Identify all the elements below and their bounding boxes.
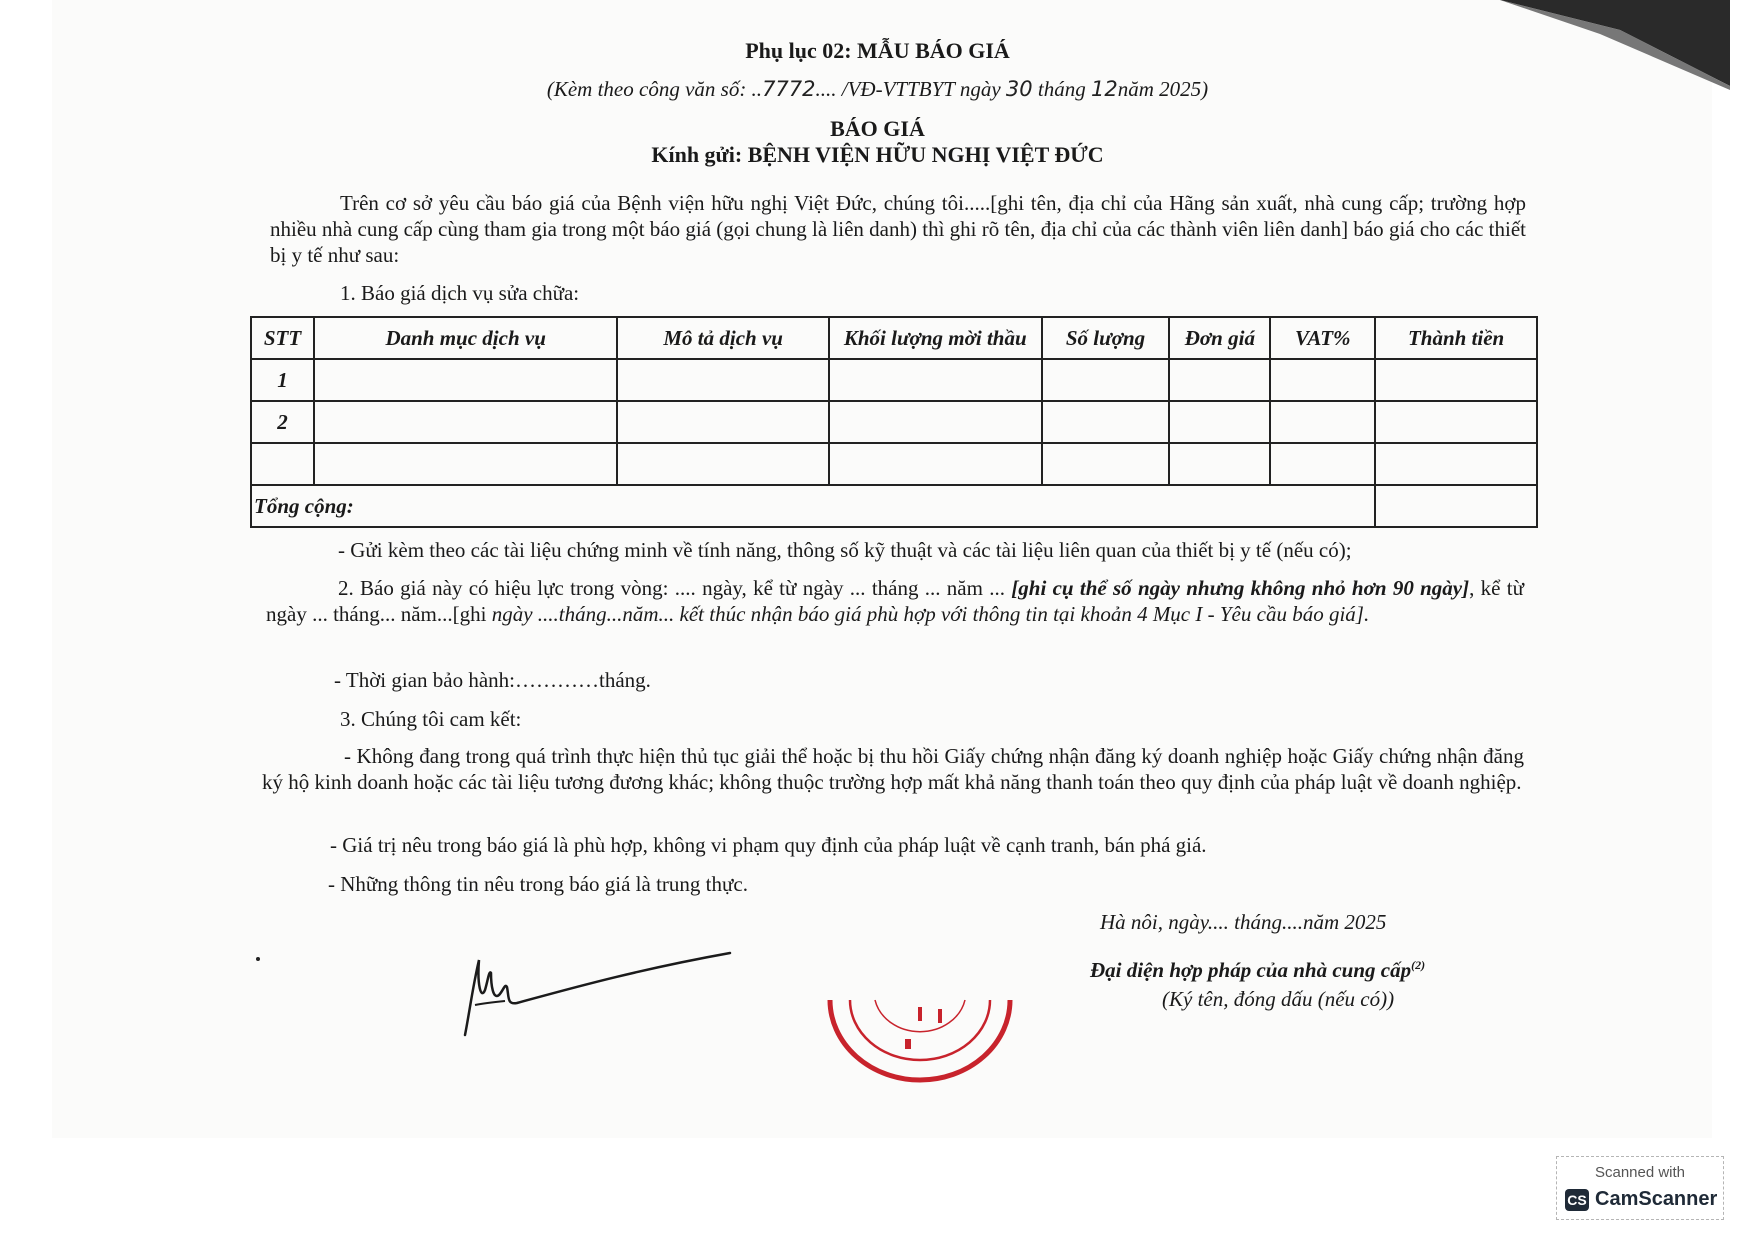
- col-header-amount: Thành tiền: [1375, 317, 1537, 359]
- table-row: [251, 401, 1537, 443]
- intro-paragraph: Trên cơ sở yêu cầu báo giá của Bệnh viện hữu nghị Việt Đức, chúng tôi.....[ghi tên, địa chỉ của Hãng sản xuất, nhà cung cấp; trường hợp nhiều nhà cung cấp cùng tham gia trong một báo giá (gọi chung là liên danh) thì ghi rõ tên, địa chỉ của các thành viên liên danh] báo giá cho các thiết bị y tế như sau:: [270, 191, 1526, 267]
- handwritten-doc-number: 7772: [762, 77, 816, 101]
- camscanner-name: CamScanner: [1595, 1188, 1718, 1210]
- reference-mid: .... /VĐ-VTTBYT ngày: [815, 77, 1006, 101]
- commitment-3: - Những thông tin nêu trong báo giá là trung thực.: [328, 872, 748, 896]
- cell-service: [314, 359, 617, 401]
- col-header-stt: STT: [251, 317, 314, 359]
- quotation-table: [250, 316, 1538, 528]
- cell-quantity: [1042, 359, 1170, 401]
- legal-representative: [1090, 958, 1425, 983]
- section-3-heading: 3. Chúng tôi cam kết:: [340, 707, 522, 731]
- cell-unit-price: [1169, 359, 1270, 401]
- total-amount: [1375, 485, 1537, 527]
- col-header-quantity: Số lượng: [1042, 317, 1170, 359]
- appendix-title: Phụ lục 02: MẪU BÁO GIÁ: [745, 38, 1010, 63]
- table-row: [251, 359, 1537, 401]
- section-2-validity: [266, 575, 1524, 627]
- cell-amount: [1375, 401, 1537, 443]
- handwritten-day: 30: [1005, 77, 1033, 101]
- section-1-heading: 1. Báo giá dịch vụ sửa chữa:: [340, 281, 580, 305]
- cell-unit-price: [1169, 443, 1270, 485]
- validity-note: [ghi cụ thể số ngày nhưng không nhỏ hơn 90 ngày]: [1011, 576, 1470, 600]
- warranty-line: - Thời gian bảo hành:…………tháng.: [334, 668, 651, 692]
- cell-unit-price: [1169, 401, 1270, 443]
- reference-prefix: (Kèm theo công văn số: ..: [546, 77, 763, 101]
- cell-volume: [829, 359, 1042, 401]
- cell-vat: [1270, 401, 1375, 443]
- col-header-unit-price: Đơn giá: [1169, 317, 1270, 359]
- cell-vat: [1270, 359, 1375, 401]
- cell-volume: [829, 401, 1042, 443]
- commitment-1: - Không đang trong quá trình thực hiện thủ tục giải thể hoặc bị thu hồi Giấy chứng nhận đăng ký doanh nghiệp hoặc Giấy chứng nhận đăng ký hộ kinh doanh hoặc các tài liệu tương đương khác; không thuộc trường hợp mất khả năng thanh toán theo quy định của pháp luật về doanh nghiệp.: [262, 744, 1524, 794]
- total-label: Tổng cộng:: [251, 485, 1375, 527]
- cell-description: [617, 401, 829, 443]
- cell-amount: [1375, 443, 1537, 485]
- footnote-mark: (2): [1411, 958, 1426, 972]
- commitment-2: - Giá trị nêu trong báo giá là phù hợp, không vi phạm quy định của pháp luật về cạnh tranh, bán phá giá.: [330, 833, 1207, 857]
- document-heading: BÁO GIÁ: [830, 116, 925, 141]
- camscanner-logo-icon: CS: [1565, 1189, 1589, 1211]
- recipient-line: Kính gửi: BỆNH VIỆN HỮU NGHỊ VIỆT ĐỨC: [651, 142, 1104, 167]
- scanned-with-caption: Scanned with: [1594, 1164, 1686, 1181]
- table-total-row: [251, 485, 1537, 527]
- cell-description: [617, 359, 829, 401]
- cell-amount: [1375, 359, 1537, 401]
- handwritten-signature: [455, 945, 735, 1045]
- place-date: Hà nôi, ngày.... tháng....năm 2025: [1100, 910, 1387, 934]
- validity-note-2: ngày ....tháng...năm... kết thúc nhận báo giá phù hợp với thông tin tại khoản 4 Mục I - Yêu cầu báo giá].: [491, 602, 1370, 626]
- document-page: [52, 0, 1712, 1138]
- cell-stt: 1: [251, 359, 314, 401]
- col-header-description: Mô tả dịch vụ: [617, 317, 829, 359]
- cell-stt: [251, 443, 314, 485]
- handwritten-month: 12: [1090, 77, 1118, 101]
- scan-speck: [256, 957, 260, 961]
- cell-volume: [829, 443, 1042, 485]
- table-header-row: [251, 317, 1537, 359]
- camscanner-watermark: [1556, 1156, 1724, 1220]
- col-header-service-list: Danh mục dịch vụ: [314, 317, 617, 359]
- month-label: tháng: [1032, 77, 1091, 101]
- cell-quantity: [1042, 443, 1170, 485]
- cell-description: [617, 443, 829, 485]
- company-stamp: [820, 995, 1020, 1085]
- sign-note: (Ký tên, đóng dấu (nếu có)): [1162, 987, 1395, 1011]
- representative-label: Đại diện hợp pháp của nhà cung cấp: [1090, 958, 1412, 982]
- cell-stt: 2: [251, 401, 314, 443]
- cell-service: [314, 401, 617, 443]
- reference-line: [0, 77, 1755, 102]
- col-header-vat: VAT%: [1270, 317, 1375, 359]
- year-part: năm 2025): [1117, 77, 1209, 101]
- cell-quantity: [1042, 401, 1170, 443]
- table-row: [251, 443, 1537, 485]
- cell-vat: [1270, 443, 1375, 485]
- validity-text: 2. Báo giá này có hiệu lực trong vòng: .... ngày, kể từ ngày ... tháng ... năm ...: [338, 576, 1012, 600]
- col-header-volume: Khối lượng mời thầu: [829, 317, 1042, 359]
- validity-text-2: , kể từ ngày ... tháng... năm...[ghi: [266, 576, 1524, 626]
- attachment-note: - Gửi kèm theo các tài liệu chứng minh về tính năng, thông số kỹ thuật và các tài liệu liên quan của thiết bị y tế (nếu có);: [338, 538, 1352, 562]
- cell-service: [314, 443, 617, 485]
